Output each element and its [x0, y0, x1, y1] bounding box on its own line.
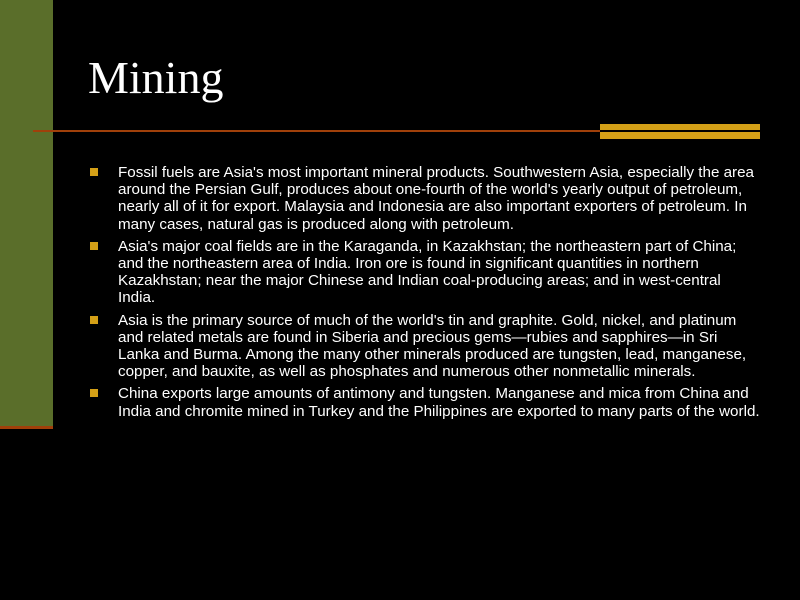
side-decoration-bar	[0, 0, 53, 426]
bullet-item	[90, 385, 762, 419]
bullet-item	[90, 164, 762, 233]
bullet-text: Fossil fuels are Asia's most important mineral products. Southwestern Asia, especially the area around the Persian Gulf, produces about one-fourth of the world's yearly output of petroleum, nearly all of it for export. Malaysia and Indonesia are also important exporters of petroleum. In many cases, natural gas is produced along with petroleum.	[118, 164, 755, 233]
bullet-text: Asia's major coal fields are in the Karaganda, in Kazakhstan; the northeastern part of China; and the northeastern area of India. Iron ore is found in significant quantities in northern Kazakhstan; near the major Chinese and Indian coal-producing areas; and in west-central India.	[118, 237, 737, 307]
bullet-list	[90, 164, 762, 425]
bullet-item	[90, 238, 762, 307]
slide-title: Mining	[88, 52, 224, 103]
bullet-text: China exports large amounts of antimony and tungsten. Manganese and mica from China and India and chromite mined in Turkey and the Philippines are exported to many parts of the world.	[118, 385, 760, 420]
side-decoration-edge	[0, 426, 53, 429]
bullet-text: Asia is the primary source of much of the world's tin and graphite. Gold, nickel, and platinum and related metals are found in Siberia and precious gems—rubies and sapphires—in Sri Lanka and Burma. Among the many other minerals produced are tungsten, lead, manganese, copper, and bauxite, as well as phosphates and numerous other nonmetallic minerals.	[118, 311, 747, 381]
square-bullet-icon	[90, 316, 98, 324]
square-bullet-icon	[90, 389, 98, 397]
square-bullet-icon	[90, 242, 98, 250]
title-divider-accent	[600, 124, 760, 139]
bullet-item	[90, 312, 762, 381]
square-bullet-icon	[90, 168, 98, 176]
